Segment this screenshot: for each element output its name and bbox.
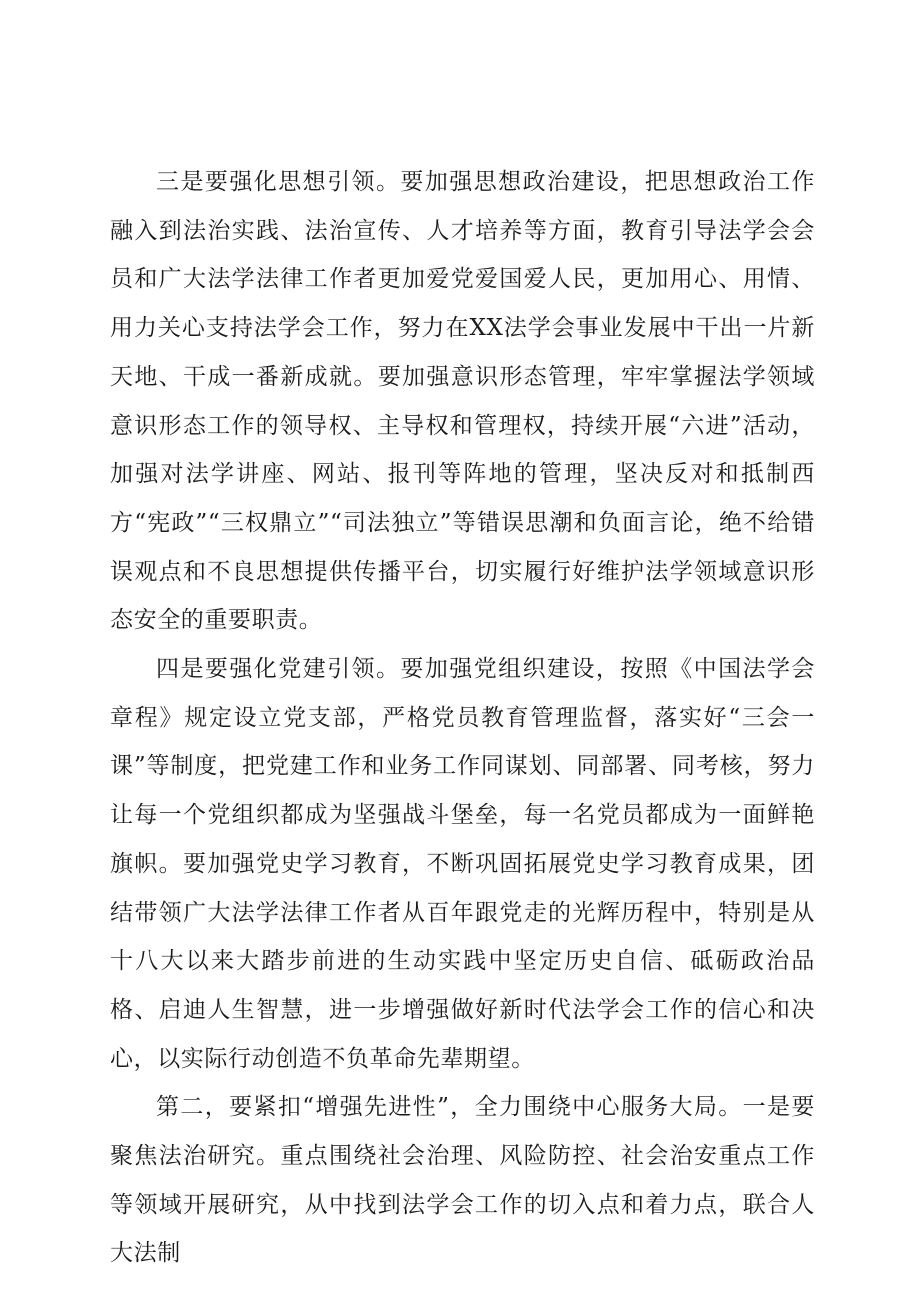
paragraph-party-building: 四是要强化党建引领。要加强党组织建设，按照《中国法学会章程》规定设立党支部，严格党员教育管理监督，落实好“三会一课”等制度，把党建工作和业务工作同谋划、同部署、同考核，努力让每一个党组织都成为坚强战斗堡垒，每一名党员都成为一面鲜艳旗帜。要加强党史学习教育，不断巩固拓展党史学习教育成果，团结带领广大法学法律工作者从百年跟党走的光辉历程中，特别是从十八大以来大踏步前进的生动实践中坚定历史自信、砥砺政治品格、启迪人生智慧，进一步增强做好新时代法学会工作的信心和决心，以实际行动创造不负革命先辈期望。 <box>110 656 815 1072</box>
paragraph-second-point: 第二，要紧扣“增强先进性”，全力围绕中心服务大局。一是要聚焦法治研究。重点围绕社会治理、风险防控、社会治安重点工作等领域开展研究，从中找到法学会工作的切入点和着力点，联合人大法制 <box>110 1094 815 1267</box>
body-text <box>110 158 815 1278</box>
paragraph-ideological-guidance: 三是要强化思想引领。要加强思想政治建设，把思想政治工作融入到法治实践、法治宣传、人才培养等方面，教育引导法学会会员和广大法学法律工作者更加爱党爱国爱人民，更加用心、用情、用力关心支持法学会工作，努力在XX法学会事业发展中干出一片新天地、干成一番新成就。要加强意识形态管理，牢牢掌握法学领域意识形态工作的领导权、主导权和管理权，持续开展“六进”活动，加强对法学讲座、网站、报刊等阵地的管理，坚决反对和抵制西方“宪政”“三权鼎立”“司法独立”等错误思潮和负面言论，绝不给错误观点和不良思想提供传播平台，切实履行好维护法学领域意识形态安全的重要职责。 <box>110 169 815 634</box>
